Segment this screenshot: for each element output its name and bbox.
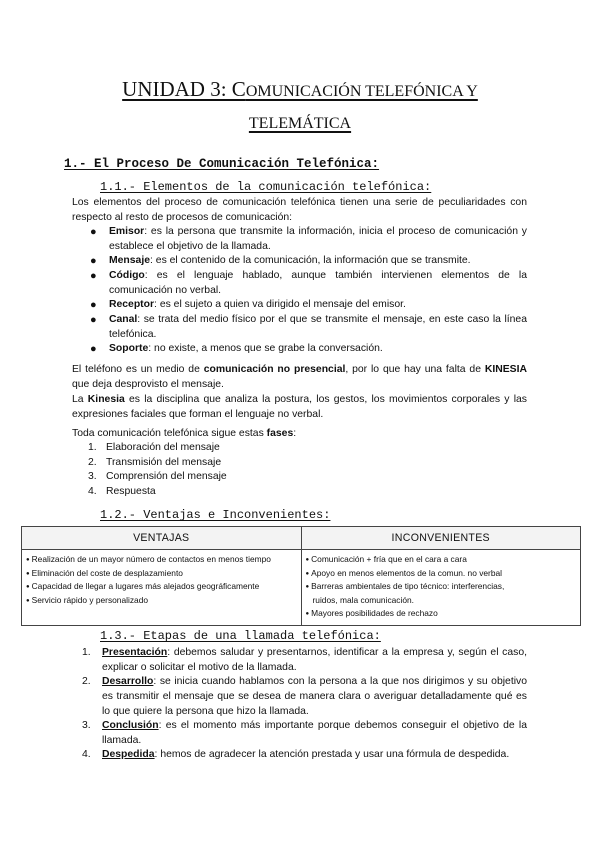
inconveniente-item: ● Mayores posibilidades de rechazo xyxy=(306,608,577,622)
column-header-inconvenientes: INCONVENIENTES xyxy=(301,527,581,550)
document-title-line1: UNIDAD 3: COMUNICACIÓN TELEFÓNICA Y xyxy=(122,77,478,101)
phase-item: 2. Transmisión del mensaje xyxy=(88,457,222,468)
column-header-ventajas: VENTAJAS xyxy=(22,527,302,550)
ventaja-item: ● Eliminación del coste de desplazamiento xyxy=(26,568,297,582)
list-item-emisor: ● Emisor: es la persona que transmite la información, inicia el proceso de comunicación y establece el objetivo de la llamada. xyxy=(90,226,527,252)
list-item-receptor: ● Receptor: es el sujeto a quien va dirigido el mensaje del emisor. xyxy=(90,299,406,311)
inconveniente-item: ● Barreras ambientales de tipo técnico: interferencias, xyxy=(306,581,577,595)
ventaja-item: ● Capacidad de llegar a lugares más alejados geográficamente xyxy=(26,581,297,595)
step-presentacion: 1. Presentación: debemos saludar y presentarnos, identificar a la empresa y, según el caso, explicar o solicitar el motivo de la llamada. xyxy=(82,647,527,673)
paragraph-fases: Toda comunicación telefónica sigue estas fases: xyxy=(72,428,297,439)
subsection-heading-elementos: 1.1.- Elementos de la comunicación telefónica: xyxy=(100,180,432,194)
ventaja-item: ● Realización de un mayor número de contactos en menos tiempo xyxy=(26,554,297,568)
document-title-line2: TELEMÁTICA xyxy=(248,115,352,132)
inconveniente-item-continued: ruidos, mala comunicación. xyxy=(312,594,414,605)
section-heading: 1.- El Proceso De Comunicación Telefónica: xyxy=(64,157,380,171)
list-item-mensaje: ● Mensaje: es el contenido de la comunicación, la información que se transmite. xyxy=(90,255,471,267)
list-item-codigo: ● Código: es el lenguaje hablado, aunque también intervienen elementos de la comunicación no verbal. xyxy=(90,270,527,296)
list-item-soporte: ● Soporte: no existe, a menos que se grabe la conversación. xyxy=(90,343,383,355)
paragraph-no-presencial: El teléfono es un medio de comunicación no presencial, por lo que hay una falta de KINESIA que deja desprovisto el mensaje. xyxy=(72,364,527,390)
subsection-heading-ventajas: 1.2.- Ventajas e Inconvenientes: xyxy=(100,508,331,522)
list-item-canal: ● Canal: se trata del medio físico por el que se transmite el mensaje, en este caso la línea telefónica. xyxy=(90,314,527,340)
ventaja-item: ● Servicio rápido y personalizado xyxy=(26,595,297,609)
phase-item: 1. Elaboración del mensaje xyxy=(88,442,220,453)
inconveniente-item: ● Apoyo en menos elementos de la comun. no verbal xyxy=(306,568,577,582)
paragraph-kinesia: La Kinesia es la disciplina que analiza la postura, los gestos, los movimientos corporales y las expresiones faciales que forman el lenguaje no verbal. xyxy=(72,394,527,420)
step-despedida: 4. Despedida: hemos de agradecer la atención prestada y usar una fórmula de despedida. xyxy=(82,749,510,760)
intro-paragraph: Los elementos del proceso de comunicación telefónica tienen una serie de peculiaridades con respecto al resto de procesos de comunicación: xyxy=(72,197,527,223)
step-desarrollo: 2. Desarrollo: se inicia cuando hablamos con la persona a la que nos dirigimos y su objetivo es transmitir el mensaje que se desea de manera clara o averiguar detalladamente qué es lo que quiere la persona que hizo la llamada. xyxy=(82,676,527,717)
phase-item: 4. Respuesta xyxy=(88,486,156,497)
ventajas-cell xyxy=(22,550,302,626)
inconveniente-item: ● Comunicación + fría que en el cara a cara xyxy=(306,554,577,568)
phase-item: 3. Comprensión del mensaje xyxy=(88,471,227,482)
inconvenientes-cell xyxy=(301,550,581,626)
subsection-heading-etapas: 1.3.- Etapas de una llamada telefónica: xyxy=(100,629,381,643)
step-conclusion: 3. Conclusión: es el momento más importante porque debemos conseguir el objetivo de la llamada. xyxy=(82,720,527,746)
ventajas-inconvenientes-table xyxy=(21,526,581,626)
